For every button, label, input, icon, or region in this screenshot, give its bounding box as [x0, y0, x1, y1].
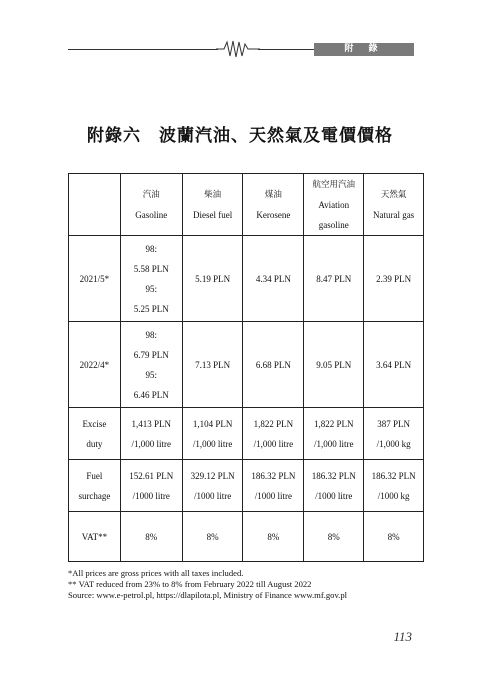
row-label: 2021/5*: [69, 236, 121, 322]
kerosene-cell: 186.32 PLN /1000 litre: [243, 460, 304, 512]
natural-gas-cell: 387 PLN /1,000 kg: [364, 408, 424, 460]
gasoline-cell: 152.61 PLN /1000 litre: [120, 460, 182, 512]
row-label: Excise duty: [69, 408, 121, 460]
note-gross-prices: *All prices are gross prices with all taxes included.: [68, 568, 244, 578]
header-cell-aviation: 航空用汽油 Aviation gasoline: [304, 174, 364, 236]
aviation-cell: 8.47 PLN: [304, 236, 364, 322]
natural-gas-cell: 2.39 PLN: [364, 236, 424, 322]
gasoline-cell: 98: 6.79 PLN 95: 6.46 PLN: [120, 322, 182, 408]
note-vat: ** VAT reduced from 23% to 8% from February 2022 till August 2022: [68, 579, 312, 589]
kerosene-cell: 8%: [243, 512, 304, 562]
diesel-cell: 1,104 PLN /1,000 litre: [182, 408, 243, 460]
diesel-cell: 5.19 PLN: [182, 236, 243, 322]
row-label: Fuel surchage: [69, 460, 121, 512]
diesel-cell: 329.12 PLN /1000 litre: [182, 460, 243, 512]
kerosene-cell: 4.34 PLN: [243, 236, 304, 322]
table-row: [69, 460, 424, 512]
aviation-cell: 186.32 PLN /1000 litre: [304, 460, 364, 512]
header-corner-cell: [69, 174, 121, 236]
row-label: VAT**: [69, 512, 121, 562]
header-cell-natural-gas: 天然氣 Natural gas: [364, 174, 424, 236]
kerosene-cell: 6.68 PLN: [243, 322, 304, 408]
table-row: [69, 322, 424, 408]
header-rule-left: [68, 49, 218, 50]
header-rule-right: [258, 49, 316, 50]
heartbeat-line-icon: [216, 38, 260, 60]
header-cell-gasoline: 汽油 Gasoline: [120, 174, 182, 236]
diesel-cell: 7.13 PLN: [182, 322, 243, 408]
header-cell-kerosene: 煤油 Kerosene: [243, 174, 304, 236]
natural-gas-cell: 8%: [364, 512, 424, 562]
table-header-row: [69, 174, 424, 236]
aviation-cell: 9.05 PLN: [304, 322, 364, 408]
appendix-tab: 附 錄: [314, 43, 414, 56]
gasoline-cell: 8%: [120, 512, 182, 562]
table-row: [69, 236, 424, 322]
gasoline-cell: 98: 5.58 PLN 95: 5.25 PLN: [120, 236, 182, 322]
row-label: 2022/4*: [69, 322, 121, 408]
table-notes: [68, 568, 428, 601]
diesel-cell: 8%: [182, 512, 243, 562]
kerosene-cell: 1,822 PLN /1,000 litre: [243, 408, 304, 460]
page-number: 113: [393, 629, 412, 644]
note-source: Source: www.e-petrol.pl, https://dlapilota.pl, Ministry of Finance www.mf.gov.pl: [68, 590, 348, 600]
header-cell-diesel: 柴油 Diesel fuel: [182, 174, 243, 236]
aviation-cell: 8%: [304, 512, 364, 562]
natural-gas-cell: 186.32 PLN /1000 kg: [364, 460, 424, 512]
aviation-cell: 1,822 PLN /1,000 litre: [304, 408, 364, 460]
page-header: [68, 38, 414, 60]
page-title: 附錄六 波蘭汽油、天然氣及電價價格: [87, 126, 393, 146]
price-table: [68, 173, 424, 562]
table-row: [69, 408, 424, 460]
table-row: [69, 512, 424, 562]
gasoline-cell: 1,413 PLN /1,000 litre: [120, 408, 182, 460]
natural-gas-cell: 3.64 PLN: [364, 322, 424, 408]
